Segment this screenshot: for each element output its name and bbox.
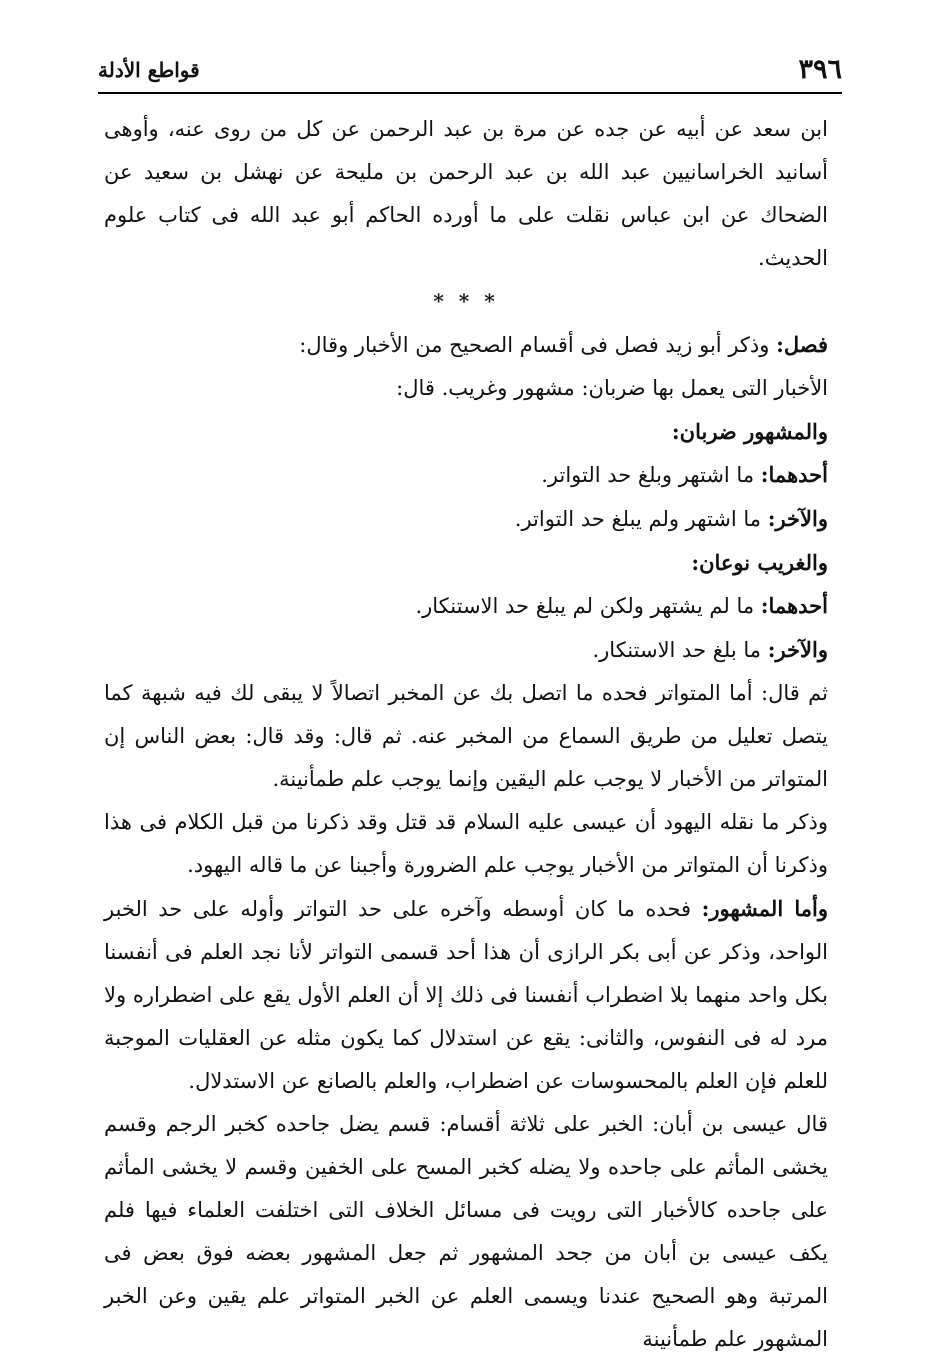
paragraph-yahud: وذكر ما نقله اليهود أن عيسى عليه السلام قد قتل وقد ذكرنا من قبل الكلام فى هذا وذكرنا أن المتواتر من الأخبار يوجب علم الضرورة وأجبنا عن ما قاله اليهود. — [104, 810, 828, 877]
gharib-type-2-lead: والآخر: — [767, 637, 828, 662]
mashhur-type-2-text: ما اشتهر ولم يبلغ حد التواتر. — [514, 507, 762, 531]
mashhur-type-2 — [104, 497, 828, 541]
paragraph-isa-ibn-aban: قال عيسى بن أبان: الخبر على ثلاثة أقسام: قسم يضل جاحده كخبر الرجم وقسم يخشى المأثم على جاحده ولا يضله كخبر المسح على الخفين وقسم لا يخشى المأثم على جاحده كالأخبار التى رويت فى مسائل الخلاف التى اختلفت العلماء فيها فلم يكف عيسى بن أبان من جحد المشهور ثم جعل المشهور بعضه فوق بعض فى المرتبة وهو الصحيح عندنا ويسمى العلم عن الخبر المتواتر علم يقين وعن الخبر المشهور علم طمأنينة — [104, 1112, 828, 1351]
fasl-lead: فصل: — [776, 332, 828, 357]
mashhur-type-2-lead: والآخر: — [767, 506, 828, 531]
mashhur-type-1-text: ما اشتهر وبلغ حد التواتر. — [541, 463, 755, 487]
section-separator: * * * — [433, 289, 499, 313]
fasl-text: وذكر أبو زيد فصل فى أقسام الصحيح من الأخبار وقال: — [299, 333, 770, 357]
gharib-type-1-text: ما لم يشتهر ولكن لم يبلغ حد الاستنكار. — [415, 594, 755, 618]
mashhur-text: فحده ما كان أوسطه وآخره على حد التواتر وأوله على حد الخبر الواحد، وذكر عن أبى بكر الرازى أن هذا أحد قسمى التواتر لأنا نجد العلم فى أنفسنا بكل واحد منهما بلا اضطراب أنفسنا فى ذلك إلا أن العلم الأول يقع على اضطراره ولا مرد له فى النفوس، والثانى: يقع عن استدلال كما يكون مثله عن العقليات الموجبة للعلم فإن العلم بالمحسوسات عن اضطراب، والعلم بالصانع عن الاستدلال. — [104, 897, 828, 1093]
mashhur-type-1 — [104, 453, 828, 497]
akhbar-line: الأخبار التى يعمل بها ضربان: مشهور وغريب. قال: — [396, 376, 828, 400]
mashhur-heading: والمشهور ضربان: — [671, 419, 828, 444]
gharib-type-1 — [104, 584, 828, 628]
gharib-heading: والغريب نوعان: — [691, 550, 828, 575]
running-title: قواطع الأدلة — [98, 58, 200, 82]
gharib-type-1-lead: أحدهما: — [760, 593, 828, 618]
page-header — [98, 52, 842, 94]
fasl-line — [104, 323, 828, 367]
page-body — [104, 108, 828, 1361]
mashhur-lead: وأما المشهور: — [701, 896, 828, 921]
paragraph-mutawatir: ثم قال: أما المتواتر فحده ما اتصل بك عن المخبر اتصالاً لا يبقى لك فيه شبهة كما يتصل تعليل من طريق السماع من المخبر عنه. ثم قال: وقد قال: بعض الناس إن المتواتر من الأخبار لا يوجب علم اليقين وإنما يوجب علم طمأنينة. — [104, 681, 828, 791]
gharib-type-2 — [104, 628, 828, 672]
paragraph-isnad: ابن سعد عن أبيه عن جده عن مرة بن عبد الرحمن عن كل من روى عنه، وأوهى أسانيد الخراسانيين عبد الله بن عبد الرحمن بن مليحة عن نهشل بن سعيد عن الضحاك عن ابن عباس نقلت على ما أورده الحاكم أبو عبد الله فى كتاب علوم الحديث. — [104, 117, 828, 270]
mashhur-type-1-lead: أحدهما: — [760, 462, 828, 487]
page-number: ٣٩٦ — [798, 54, 842, 85]
paragraph-mashhur — [104, 887, 828, 1103]
gharib-type-2-text: ما بلغ حد الاستنكار. — [592, 638, 762, 662]
